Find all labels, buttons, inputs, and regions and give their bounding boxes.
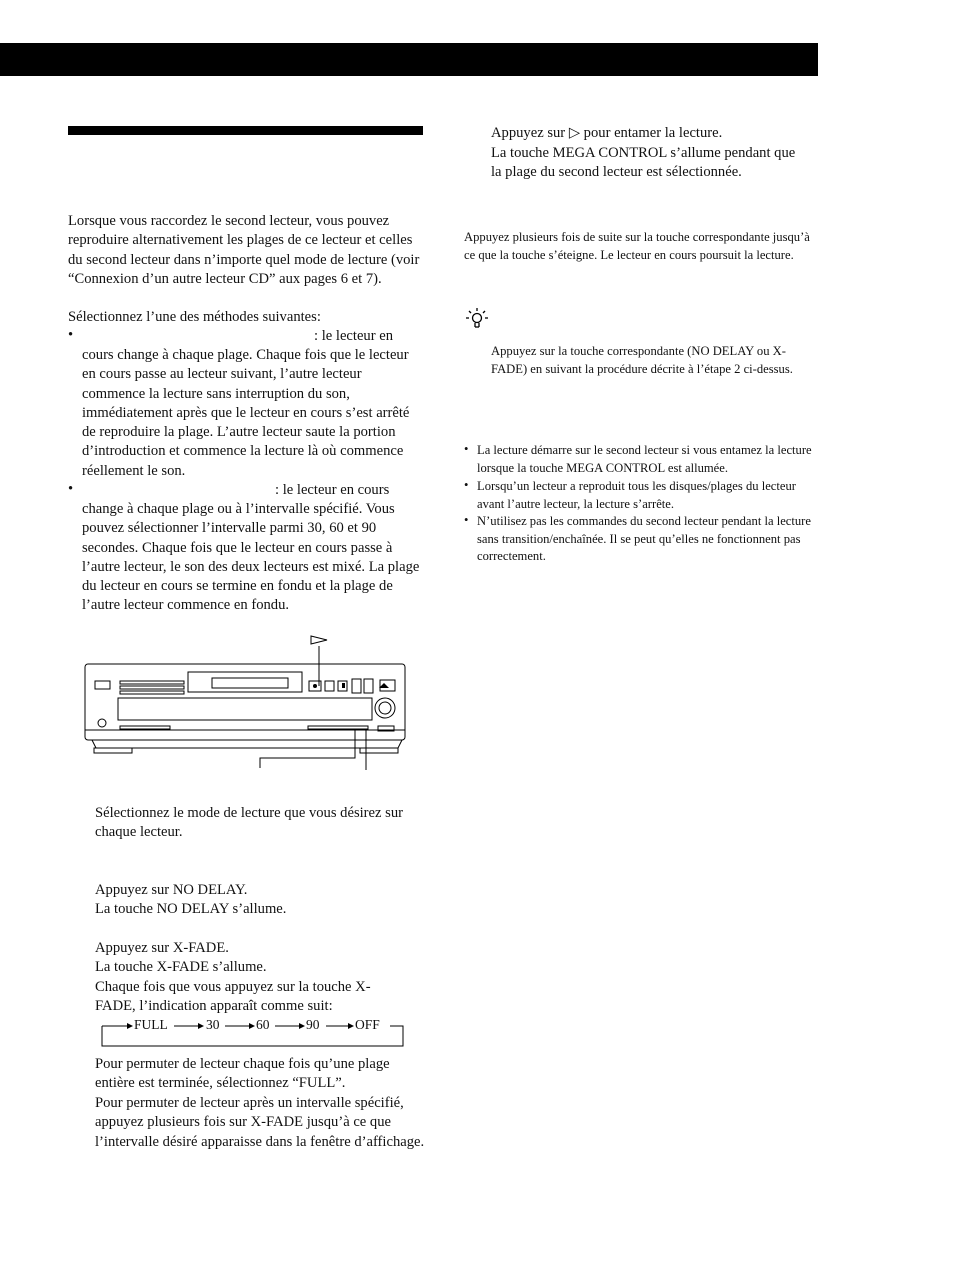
arrow-right-icon [249, 1023, 255, 1029]
xfade-each: Chaque fois que vous appuyez sur la touche X-FADE, l’indication apparaît comme suit: [95, 979, 371, 1015]
cancel-text: Appuyez plusieurs fois de suite sur la touche correspondante jusqu’à ce que la touche s’éteigne. Le lecteur en cours poursuit la lecture. [464, 230, 810, 262]
intro-paragraph: Lorsque vous raccordez le second lecteur, vous pouvez reproduire alternativement les plages de ce lecteur et celles du second lecteur dans n’importe quel mode de lecture (voir “Connexion d’un autre lecteur CD” aux pages 6 et 7). [68, 213, 420, 287]
tip-text: Appuyez sur la touche correspondante (NO DELAY ou X-FADE) en suivant la procédure décrite à l’étape 2 ci-dessus. [491, 344, 793, 376]
full-note: Pour permuter de lecteur chaque fois qu’une plage entière est terminée, sélectionnez “FULL”. [95, 1056, 390, 1092]
arrow-right-icon [348, 1023, 354, 1029]
arrow-right-icon [198, 1023, 204, 1029]
bullet: • [464, 513, 469, 527]
bullet: • [464, 442, 469, 456]
mega-lit: La touche MEGA CONTROL s’allume pendant que la plage du second lecteur est sélectionnée. [491, 145, 796, 181]
method1-text: cours change à chaque plage. Chaque fois que le lecteur en cours passe au lecteur suivant, l’autre lecteur commence la lecture sans interruption du son, immédiatement après que le lecteur en cours s’est arrêté de reproduire la plage. L’autre lecteur saute la portion d’introduction et commence la lecture là où commence réellement le son. [82, 347, 410, 479]
bullet: • [464, 478, 469, 492]
play-triangle-icon [311, 636, 327, 644]
step-play: Appuyez sur ▷ pour entamer la lecture. [491, 125, 723, 141]
arrow-right-icon [127, 1023, 133, 1029]
method1-line1: : le lecteur en [314, 328, 394, 344]
note-item: N’utilisez pas les commandes du second lecteur pendant la lecture sans transition/enchaînée. Il se peut qu’elles ne fonctionnent pas correctement. [477, 514, 811, 564]
method2-line1: : le lecteur en cours [275, 482, 390, 498]
sequence-item: OFF [355, 1017, 380, 1032]
no-delay-lit: La touche NO DELAY s’allume. [95, 901, 287, 917]
method2-text: change à chaque plage ou à l’intervalle spécifié. Vous pouvez sélectionner l’intervalle parmi 30, 60 et 90 secondes. Chaque fois que le lecteur en cours passe à l’autre lecteur, le son des deux lecteurs est mixé. La plage du lecteur en cours se termine en fondu et la plage de l’autre lecteur commence en fondu. [82, 501, 420, 614]
no-delay-press: Appuyez sur NO DELAY. [95, 882, 248, 898]
xfade-lit: La touche X-FADE s’allume. [95, 959, 267, 975]
bullet: • [68, 481, 74, 497]
note-item: La lecture démarre sur le second lecteur si vous entamez la lecture lorsque la touche MEGA CONTROL est allumée. [477, 443, 812, 475]
select-methods: Sélectionnez l’une des méthodes suivantes: [68, 309, 321, 325]
note-item: Lorsqu’un lecteur a reproduit tous les disques/plages du lecteur avant l’autre lecteur, la lecture s’arrête. [477, 479, 796, 511]
section-rule [68, 126, 423, 135]
sequence-item: 90 [306, 1017, 320, 1032]
sequence-item: FULL [134, 1017, 168, 1032]
cd-player-illustration [80, 630, 420, 775]
step1-text: Sélectionnez le mode de lecture que vous désirez sur chaque lecteur. [95, 805, 403, 841]
xfade-press: Appuyez sur X-FADE. [95, 940, 229, 956]
header-bar [0, 43, 818, 76]
lightbulb-icon [465, 306, 489, 332]
interval-note: Pour permuter de lecteur après un intervalle spécifié, appuyez plusieurs fois sur X-FADE jusqu’à ce que l’intervalle désiré apparaisse dans la fenêtre d’affichage. [95, 1095, 425, 1150]
bullet: • [68, 327, 74, 343]
sequence-item: 60 [256, 1017, 270, 1032]
arrow-right-icon [299, 1023, 305, 1029]
sequence-item: 30 [206, 1017, 220, 1032]
